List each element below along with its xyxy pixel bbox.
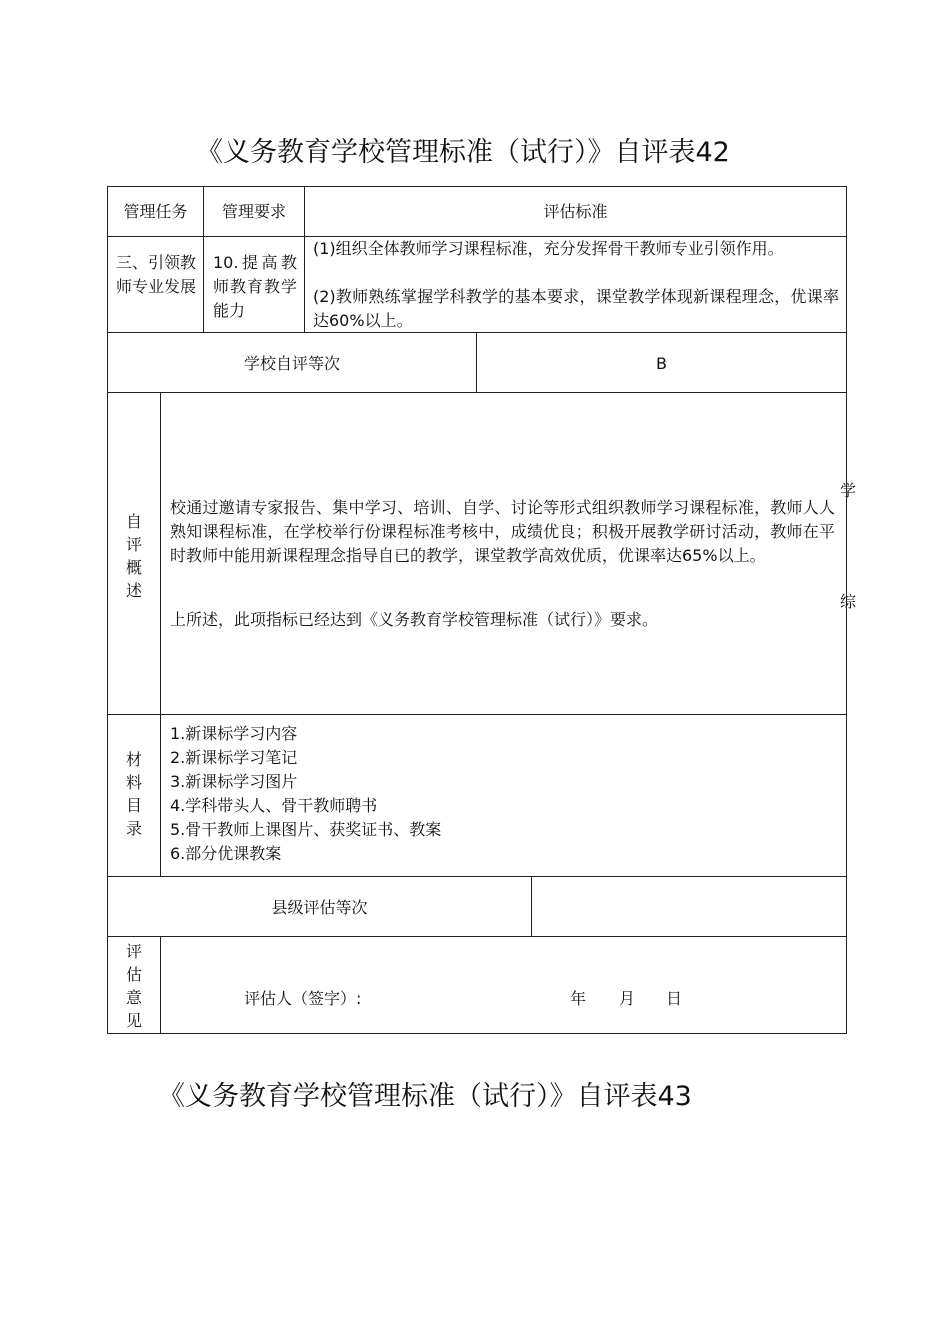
margin-char: 学 bbox=[840, 481, 857, 500]
row-requirement: 10.提高教师教育教学能力 bbox=[213, 253, 297, 320]
opinion-label: 评估意见 bbox=[125, 942, 142, 1030]
county-grade-label: 县级评估等次 bbox=[271, 898, 368, 917]
row-task: 三、引领教师专业发展 bbox=[116, 253, 197, 296]
summary-label: 自评概述 bbox=[125, 512, 142, 600]
self-grade-label: 学校自评等次 bbox=[243, 354, 340, 373]
next-page-title: 《义务教育学校管理标准（试行）》自评表43 bbox=[158, 1081, 692, 1112]
page-title: 《义务教育学校管理标准（试行）》自评表42 bbox=[196, 137, 730, 168]
date-month: 月 bbox=[619, 989, 636, 1008]
materials-label: 材料目录 bbox=[125, 750, 142, 838]
self-grade-value: B bbox=[656, 354, 667, 373]
list-item: 1.新课标学习内容 bbox=[170, 724, 298, 743]
signer-label: 评估人（签字）: bbox=[244, 989, 362, 1008]
margin-char: 综 bbox=[840, 592, 857, 611]
header-standard: 评估标准 bbox=[543, 202, 608, 221]
list-item: 4.学科带头人、骨干教师聘书 bbox=[170, 796, 378, 815]
header-task: 管理任务 bbox=[123, 202, 188, 221]
list-item: 5.骨干教师上课图片、获奖证书、教案 bbox=[170, 820, 442, 839]
list-item: 2.新课标学习笔记 bbox=[170, 748, 298, 767]
date-day: 日 bbox=[666, 989, 683, 1008]
list-item: 6.部分优课教案 bbox=[170, 844, 282, 863]
date-year: 年 bbox=[570, 989, 587, 1008]
row-standard-1: (1)组织全体教师学习课程标准，充分发挥骨干教师专业引领作用。 bbox=[313, 239, 784, 258]
header-requirement: 管理要求 bbox=[221, 202, 286, 221]
materials-list bbox=[170, 722, 770, 866]
summary-paragraph-1: 校通过邀请专家报告、集中学习、培训、自学、讨论等形式组织教师学习课程标准，教师人人熟知课程标准，在学校举行份课程标准考核中，成绩优良；积极开展教学研讨活动，教师在平时教师中能用新课程理念指导自已的教学，课堂教学高效优质，优课率达65%以上。 bbox=[170, 498, 835, 565]
list-item: 3.新课标学习图片 bbox=[170, 772, 298, 791]
summary-paragraph-2: 上所述，此项指标已经达到《义务教育学校管理标准（试行）》要求。 bbox=[170, 610, 659, 629]
row-standard-2: (2)教师熟练掌握学科教学的基本要求，课堂教学体现新课程理念，优课率达60%以上。 bbox=[313, 287, 839, 330]
